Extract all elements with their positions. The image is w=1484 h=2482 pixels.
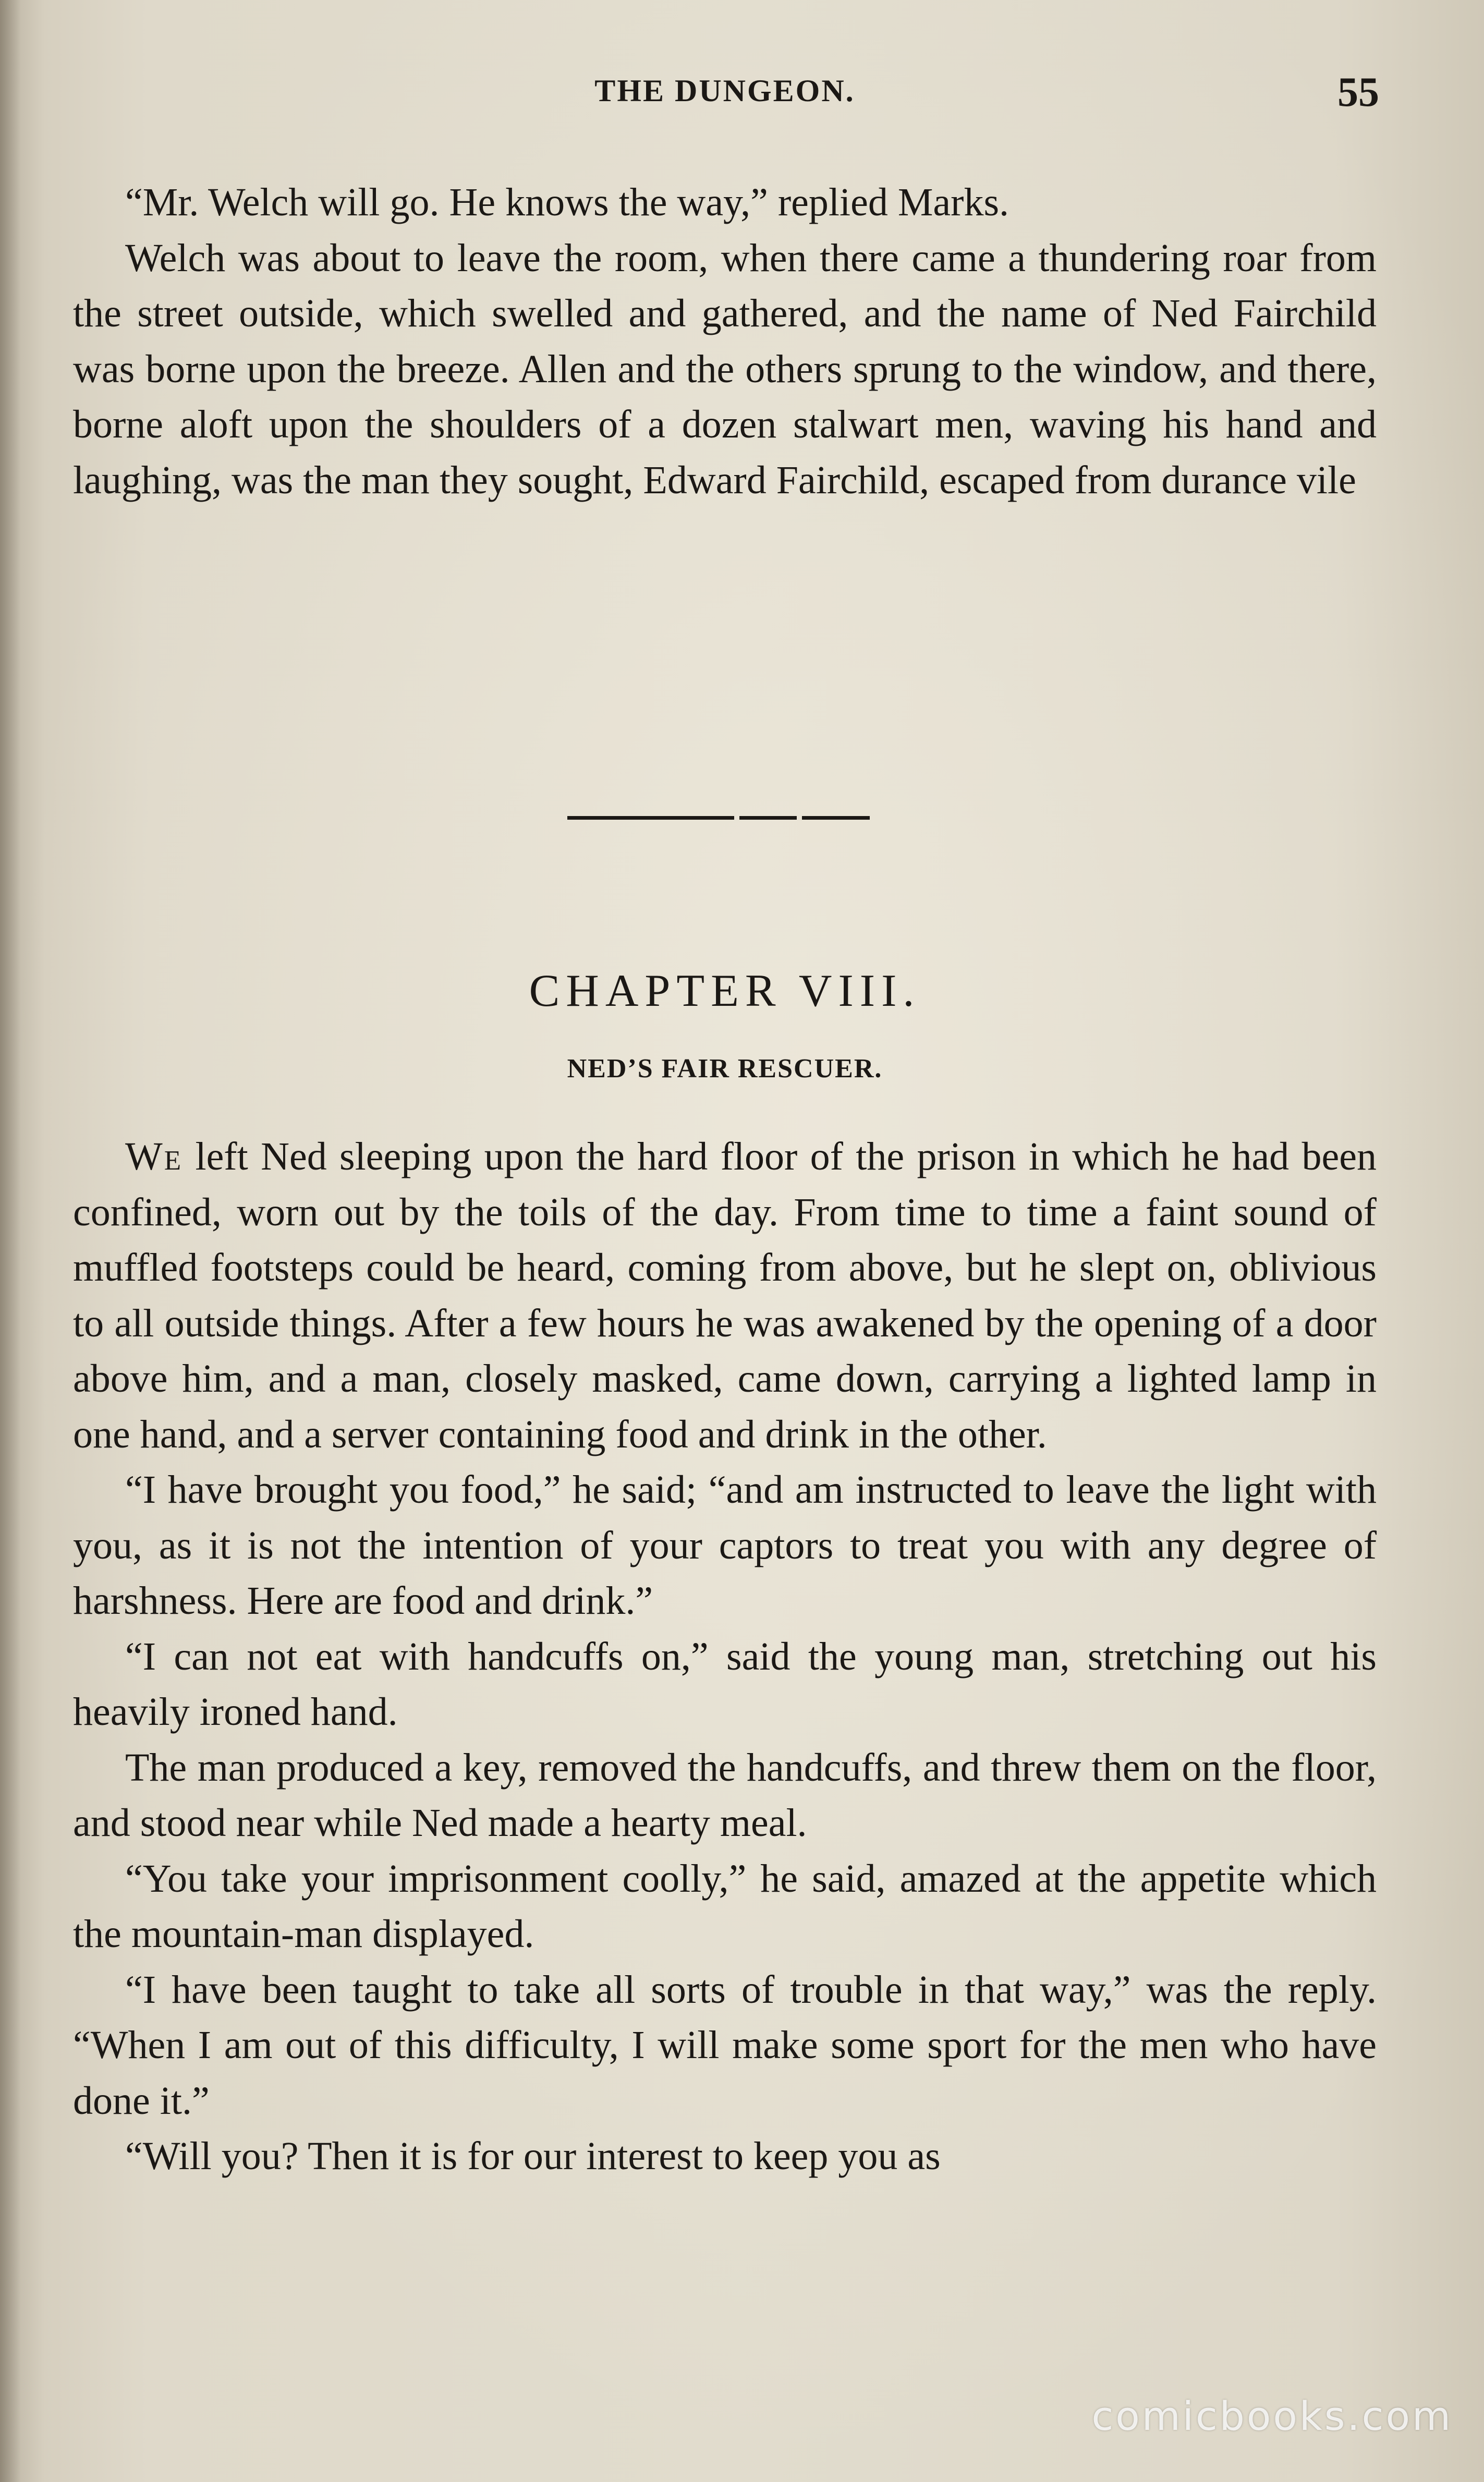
paragraph: The man produced a key, removed the handcuffs, and threw them on the floor, and stood near while Ned made a hearty meal. — [73, 1745, 1377, 1845]
top-text-block — [73, 175, 1377, 508]
paragraph — [73, 1129, 1377, 1462]
running-head — [73, 69, 1379, 115]
chapter-lead-word: We — [125, 1135, 183, 1178]
chapter-title: CHAPTER VIII. — [529, 966, 921, 1016]
paragraph: “I have been taught to take all sorts of trouble in that way,” was the reply. “When I am out of this difficulty, I will make some sport for the men who have done it.” — [73, 1967, 1377, 2123]
paragraph-text: left Ned sleeping upon the hard floor of the prison in which he had been confined, worn out by the toils of the day. From time to time a faint sound of muffled footsteps could be heard, coming from above, but he slept on, oblivious to all outside things. After a few hours he was awakened by the opening of a door above him, and a man, closely masked, came down, carrying a lighted lamp in one hand, and a server containing food and drink in the other. — [73, 1135, 1377, 1456]
paragraph: “I can not eat with handcuffs on,” said the young man, stretching out his heavily ironed hand. — [73, 1634, 1377, 1734]
chapter-subtitle: NED’S FAIR RESCUER. — [567, 1054, 883, 1084]
page-number: 55 — [1337, 69, 1379, 115]
paragraph: “Mr. Welch will go. He knows the way,” replied Marks. — [125, 180, 1009, 224]
running-title: THE DUNGEON. — [594, 74, 855, 108]
paragraph: “I have brought you food,” he said; “and am instructed to leave the light with you, as it is not the intention of your captors to treat you with any degree of harshness. Here are food and drink.” — [73, 1468, 1377, 1623]
chapter-text-block — [73, 1129, 1377, 2184]
spine-shadow — [0, 0, 21, 2482]
paragraph: “Will you? Then it is for our interest to keep you as — [125, 2134, 941, 2178]
paragraph: “You take your imprisonment coolly,” he said, amazed at the appetite which the mountain-man displayed. — [73, 1856, 1377, 1956]
paragraph: Welch was about to leave the room, when there came a thundering roar from the street outside, which swelled and gathered, and the name of Ned Fairchild was borne upon the breeze. Allen and the others sprung to the window, and there, borne aloft upon the shoulders of a dozen stalwart men, waving his hand and laughing, was the man they sought, Edward Fairchild, escaped from durance vile — [73, 236, 1377, 502]
watermark: comicbooks.com — [1091, 2393, 1453, 2439]
